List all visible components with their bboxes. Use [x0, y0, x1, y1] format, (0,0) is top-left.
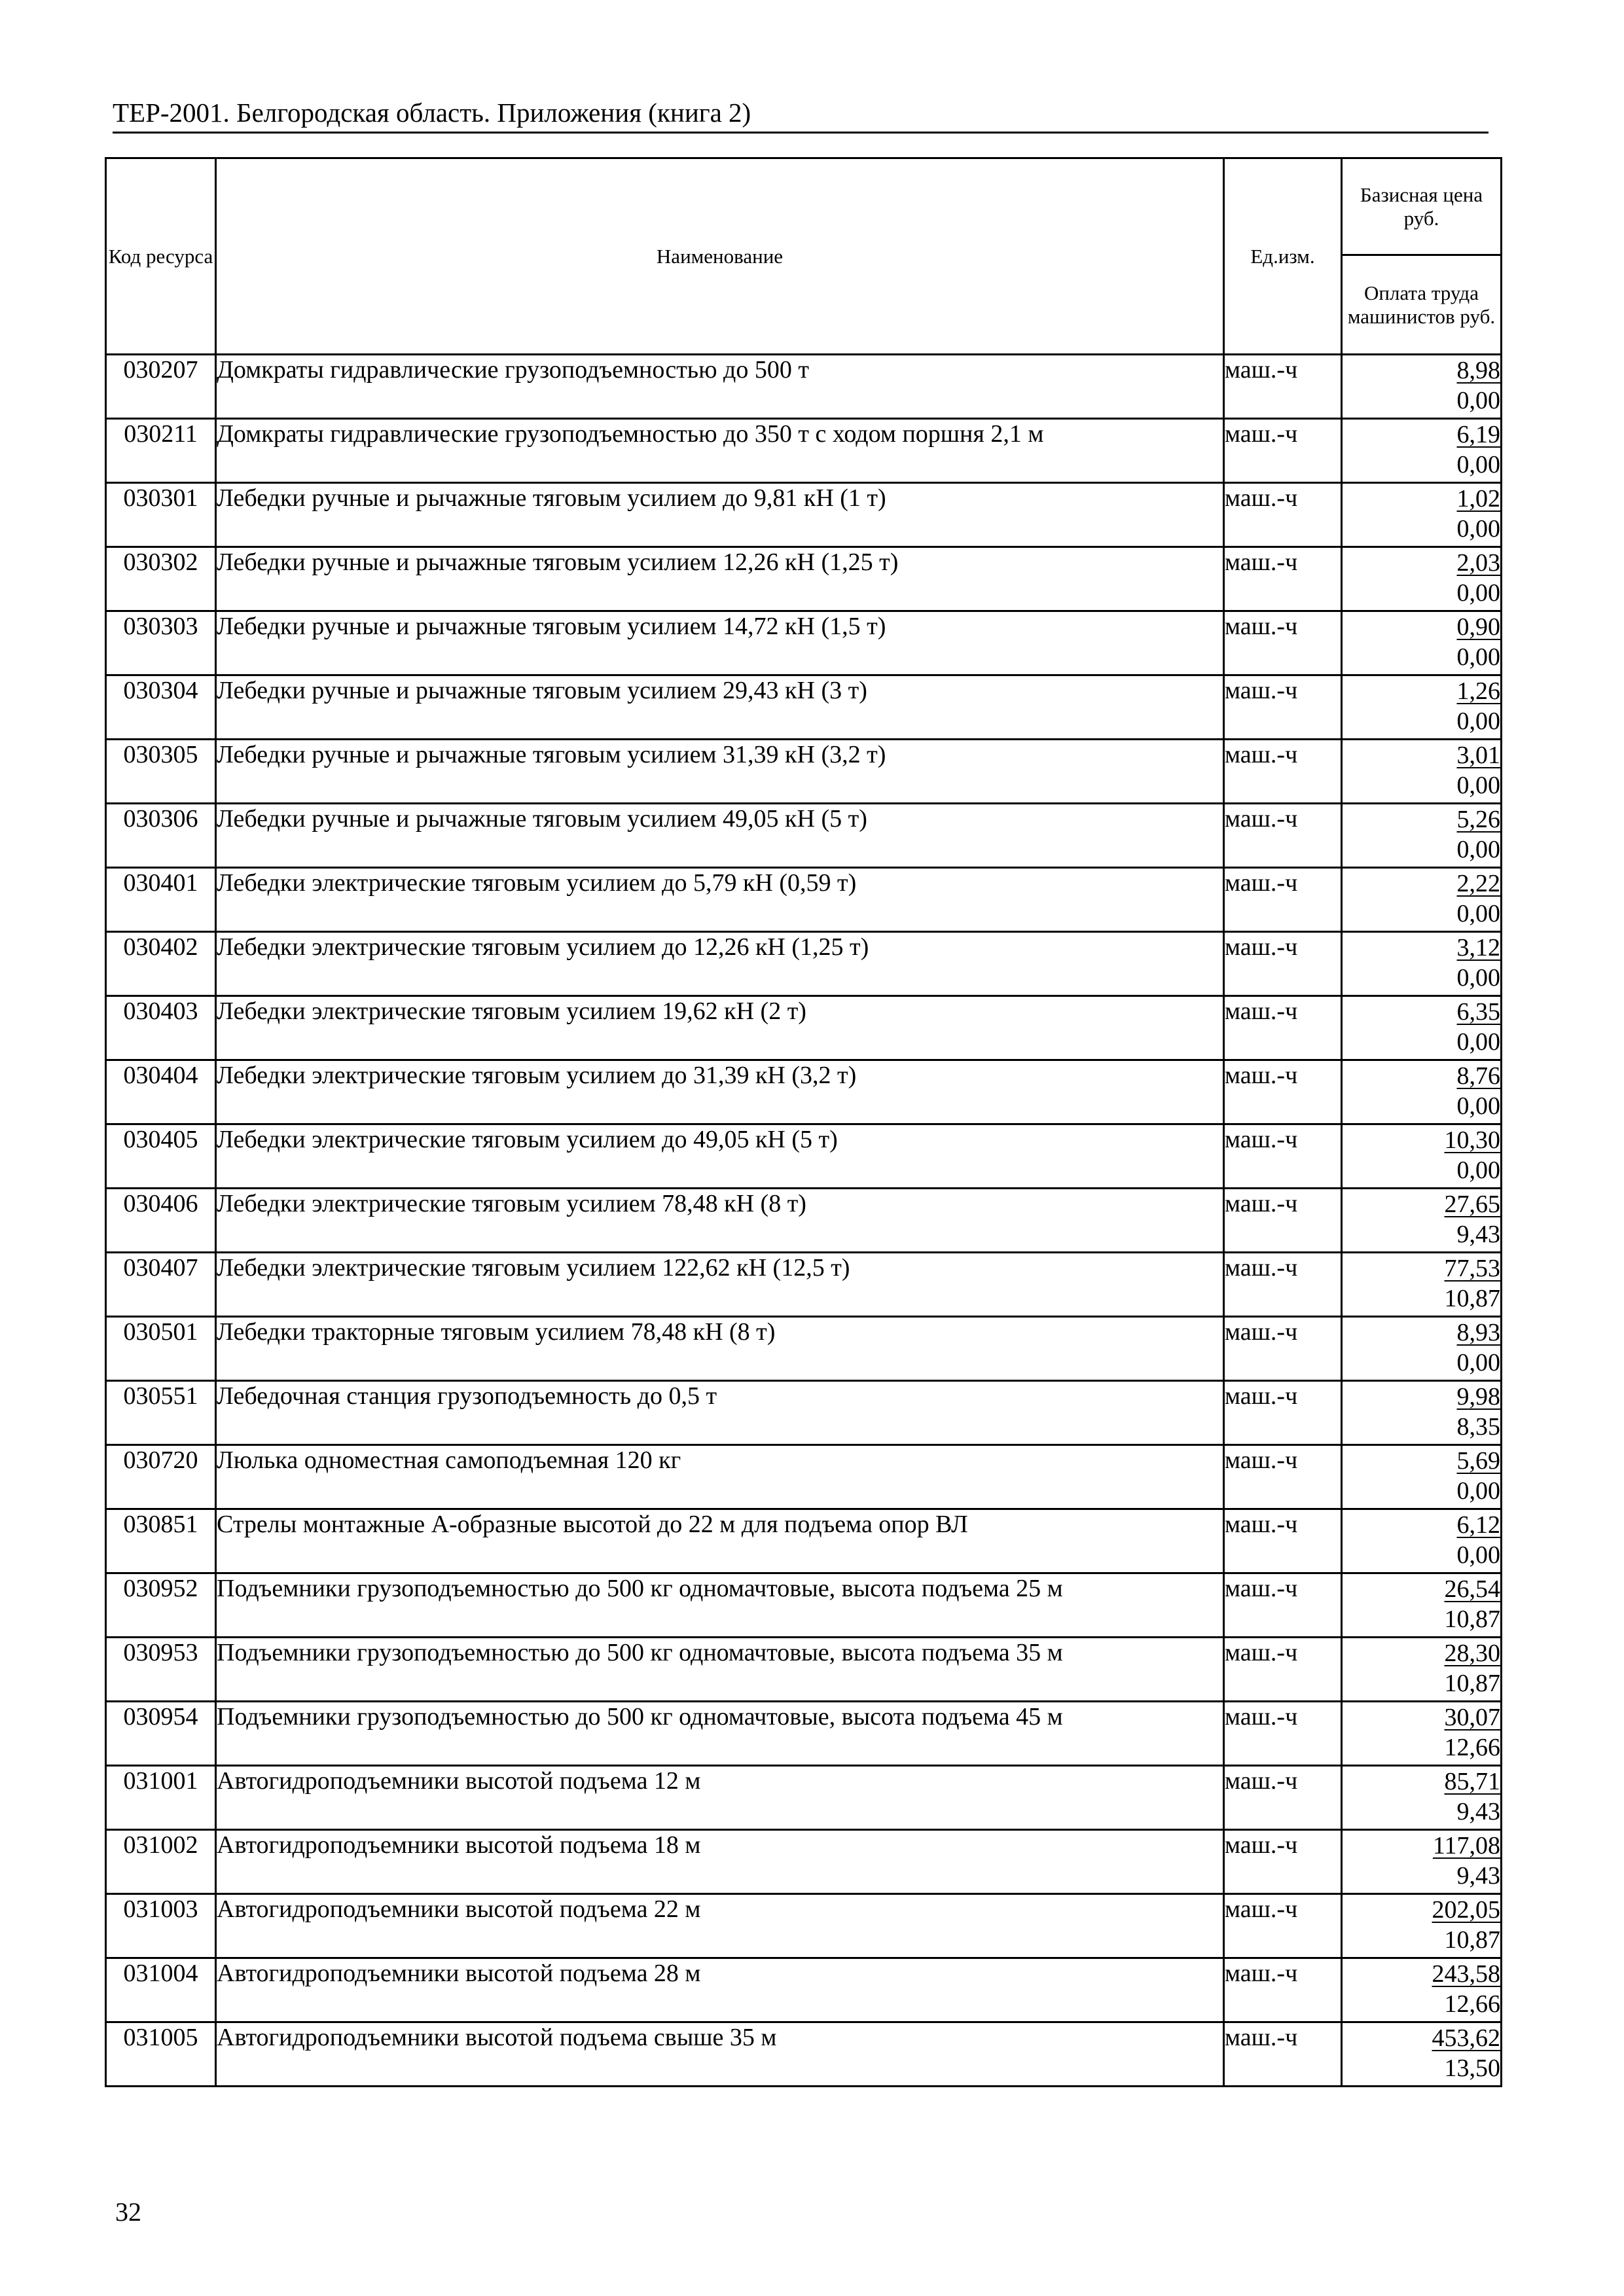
unit-of-measure: маш.-ч	[1224, 996, 1342, 1060]
base-price-value: 27,65	[1444, 1191, 1500, 1218]
resource-code: 031004	[106, 1958, 216, 2022]
table-row	[106, 1189, 1502, 1253]
unit-of-measure: маш.-ч	[1224, 1830, 1342, 1894]
table-row	[106, 740, 1502, 804]
price-cell	[1342, 1445, 1502, 1509]
unit-of-measure: маш.-ч	[1224, 611, 1342, 675]
resource-name: Автогидроподъемники высотой подъема 22 м	[216, 1894, 1224, 1958]
price-cell	[1342, 868, 1502, 932]
resource-name: Лебедки тракторные тяговым усилием 78,48 кН (8 т)	[216, 1317, 1224, 1381]
resource-code: 030301	[106, 483, 216, 547]
price-cell	[1342, 1253, 1502, 1317]
base-price-value: 5,26	[1456, 806, 1500, 833]
table-row	[106, 1573, 1502, 1638]
resource-name: Лебедки электрические тяговым усилием 19,62 кН (2 т)	[216, 996, 1224, 1060]
base-price-value: 2,22	[1456, 870, 1500, 897]
unit-of-measure: маш.-ч	[1224, 740, 1342, 804]
resource-name: Автогидроподъемники высотой подъема свыше 35 м	[216, 2022, 1224, 2087]
resource-name: Домкраты гидравлические грузоподъемностью до 350 т с ходом поршня 2,1 м	[216, 419, 1224, 483]
operator-pay-value: 0,00	[1456, 579, 1500, 607]
resource-code: 030501	[106, 1317, 216, 1381]
unit-of-measure: маш.-ч	[1224, 1509, 1342, 1573]
resource-name: Лебедки ручные и рычажные тяговым усилием 12,26 кН (1,25 т)	[216, 547, 1224, 611]
operator-pay-value: 0,00	[1456, 1092, 1500, 1120]
resource-name: Автогидроподъемники высотой подъема 18 м	[216, 1830, 1224, 1894]
operator-pay-value: 12,66	[1444, 1734, 1500, 1761]
unit-of-measure: маш.-ч	[1224, 419, 1342, 483]
price-cell	[1342, 355, 1502, 419]
resource-code: 030305	[106, 740, 216, 804]
unit-of-measure: маш.-ч	[1224, 1445, 1342, 1509]
operator-pay-value: 0,00	[1456, 708, 1500, 735]
resource-code: 031005	[106, 2022, 216, 2087]
base-price-value: 26,54	[1444, 1575, 1500, 1603]
header-code: Код ресурса	[106, 158, 216, 355]
operator-pay-value: 13,50	[1444, 2054, 1500, 2082]
base-price-value: 3,12	[1456, 934, 1500, 961]
base-price-value: 9,98	[1456, 1383, 1500, 1410]
operator-pay-value: 10,87	[1444, 1670, 1500, 1697]
header-operator-pay: Оплата труда машинистов руб.	[1342, 255, 1502, 355]
base-price-value: 10,30	[1444, 1126, 1500, 1154]
base-price-value: 453,62	[1432, 2024, 1500, 2052]
base-price-value: 8,93	[1456, 1319, 1500, 1346]
unit-of-measure: маш.-ч	[1224, 1573, 1342, 1638]
table-row	[106, 1060, 1502, 1124]
unit-of-measure: маш.-ч	[1224, 1253, 1342, 1317]
unit-of-measure: маш.-ч	[1224, 1124, 1342, 1189]
unit-of-measure: маш.-ч	[1224, 483, 1342, 547]
price-cell	[1342, 1638, 1502, 1702]
resource-name: Лебедки электрические тяговым усилием до 5,79 кН (0,59 т)	[216, 868, 1224, 932]
base-price-value: 1,26	[1456, 677, 1500, 705]
table-body	[106, 355, 1502, 2087]
operator-pay-value: 12,66	[1444, 1990, 1500, 2018]
unit-of-measure: маш.-ч	[1224, 1702, 1342, 1766]
table-row	[106, 1894, 1502, 1958]
page-header-title: ТЕР-2001. Белгородская область. Приложения (книга 2)	[113, 98, 751, 128]
resource-name: Люлька одноместная самоподъемная 120 кг	[216, 1445, 1224, 1509]
resource-name: Домкраты гидравлические грузоподъемностью до 500 т	[216, 355, 1224, 419]
base-price-value: 85,71	[1444, 1768, 1500, 1795]
unit-of-measure: маш.-ч	[1224, 1381, 1342, 1445]
table-row	[106, 2022, 1502, 2087]
unit-of-measure: маш.-ч	[1224, 1766, 1342, 1830]
operator-pay-value: 0,00	[1456, 964, 1500, 992]
resource-name: Лебедки ручные и рычажные тяговым усилием 14,72 кН (1,5 т)	[216, 611, 1224, 675]
resource-code: 030401	[106, 868, 216, 932]
price-cell	[1342, 675, 1502, 740]
resource-name: Лебедки электрические тяговым усилием 122,62 кН (12,5 т)	[216, 1253, 1224, 1317]
resource-name: Лебедки электрические тяговым усилием 78,48 кН (8 т)	[216, 1189, 1224, 1253]
header-unit: Ед.изм.	[1224, 158, 1342, 355]
price-cell	[1342, 419, 1502, 483]
header-base-price: Базисная цена руб.	[1342, 158, 1502, 255]
price-cell	[1342, 1124, 1502, 1189]
table-row	[106, 1381, 1502, 1445]
resource-code: 031002	[106, 1830, 216, 1894]
resource-name: Лебедки ручные и рычажные тяговым усилием 29,43 кН (3 т)	[216, 675, 1224, 740]
resource-code: 030720	[106, 1445, 216, 1509]
table-row	[106, 1317, 1502, 1381]
resource-code: 030211	[106, 419, 216, 483]
operator-pay-value: 0,00	[1456, 772, 1500, 799]
resource-name: Стрелы монтажные А-образные высотой до 22 м для подъема опор ВЛ	[216, 1509, 1224, 1573]
operator-pay-value: 10,87	[1444, 1605, 1500, 1633]
price-cell	[1342, 1573, 1502, 1638]
price-cell	[1342, 611, 1502, 675]
table-row	[106, 1830, 1502, 1894]
base-price-value: 3,01	[1456, 742, 1500, 769]
resource-code: 030302	[106, 547, 216, 611]
base-price-value: 6,12	[1456, 1511, 1500, 1539]
price-cell	[1342, 1702, 1502, 1766]
unit-of-measure: маш.-ч	[1224, 1894, 1342, 1958]
resource-name: Автогидроподъемники высотой подъема 28 м	[216, 1958, 1224, 2022]
base-price-value: 5,69	[1456, 1447, 1500, 1475]
unit-of-measure: маш.-ч	[1224, 1060, 1342, 1124]
resource-code: 030406	[106, 1189, 216, 1253]
table-row	[106, 868, 1502, 932]
resource-table	[105, 157, 1502, 2087]
price-cell	[1342, 483, 1502, 547]
table-row	[106, 675, 1502, 740]
table-row	[106, 611, 1502, 675]
operator-pay-value: 9,43	[1456, 1798, 1500, 1825]
resource-name: Лебедки ручные и рычажные тяговым усилием 49,05 кН (5 т)	[216, 804, 1224, 868]
resource-code: 030407	[106, 1253, 216, 1317]
operator-pay-value: 9,43	[1456, 1862, 1500, 1890]
price-cell	[1342, 1509, 1502, 1573]
operator-pay-value: 10,87	[1444, 1285, 1500, 1312]
price-cell	[1342, 1317, 1502, 1381]
header-name: Наименование	[216, 158, 1224, 355]
operator-pay-value: 0,00	[1456, 643, 1500, 671]
operator-pay-value: 0,00	[1456, 1477, 1500, 1505]
table-row	[106, 996, 1502, 1060]
table-row	[106, 804, 1502, 868]
resource-code: 030952	[106, 1573, 216, 1638]
price-cell	[1342, 1958, 1502, 2022]
price-cell	[1342, 996, 1502, 1060]
unit-of-measure: маш.-ч	[1224, 1958, 1342, 2022]
base-price-value: 202,05	[1432, 1896, 1500, 1924]
table-row	[106, 1766, 1502, 1830]
price-cell	[1342, 804, 1502, 868]
table-header	[106, 158, 1502, 355]
operator-pay-value: 0,00	[1456, 451, 1500, 478]
operator-pay-value: 0,00	[1456, 515, 1500, 543]
unit-of-measure: маш.-ч	[1224, 1317, 1342, 1381]
base-price-value: 8,98	[1456, 357, 1500, 384]
resource-code: 030304	[106, 675, 216, 740]
table-row	[106, 1638, 1502, 1702]
operator-pay-value: 0,00	[1456, 387, 1500, 414]
base-price-value: 30,07	[1444, 1704, 1500, 1731]
resource-code: 030954	[106, 1702, 216, 1766]
base-price-value: 243,58	[1432, 1960, 1500, 1988]
price-cell	[1342, 1830, 1502, 1894]
table-row	[106, 419, 1502, 483]
base-price-value: 1,02	[1456, 485, 1500, 512]
base-price-value: 6,35	[1456, 998, 1500, 1026]
unit-of-measure: маш.-ч	[1224, 804, 1342, 868]
resource-code: 030207	[106, 355, 216, 419]
operator-pay-value: 0,00	[1456, 1157, 1500, 1184]
resource-name: Подъемники грузоподъемностью до 500 кг одномачтовые, высота подъема 25 м	[216, 1573, 1224, 1638]
page-number: 32	[115, 2197, 141, 2227]
resource-code: 030953	[106, 1638, 216, 1702]
unit-of-measure: маш.-ч	[1224, 355, 1342, 419]
resource-code: 030404	[106, 1060, 216, 1124]
resource-name: Лебедки ручные и рычажные тяговым усилием до 9,81 кН (1 т)	[216, 483, 1224, 547]
operator-pay-value: 10,87	[1444, 1926, 1500, 1954]
resource-code: 030403	[106, 996, 216, 1060]
table-row	[106, 932, 1502, 996]
resource-name: Подъемники грузоподъемностью до 500 кг одномачтовые, высота подъема 45 м	[216, 1702, 1224, 1766]
base-price-value: 8,76	[1456, 1062, 1500, 1090]
base-price-value: 6,19	[1456, 421, 1500, 448]
operator-pay-value: 9,43	[1456, 1221, 1500, 1248]
price-cell	[1342, 1189, 1502, 1253]
unit-of-measure: маш.-ч	[1224, 547, 1342, 611]
price-cell	[1342, 932, 1502, 996]
unit-of-measure: маш.-ч	[1224, 932, 1342, 996]
base-price-value: 28,30	[1444, 1640, 1500, 1667]
resource-code: 030551	[106, 1381, 216, 1445]
operator-pay-value: 0,00	[1456, 836, 1500, 863]
resource-code: 031001	[106, 1766, 216, 1830]
table-row	[106, 1702, 1502, 1766]
base-price-value: 77,53	[1444, 1255, 1500, 1282]
resource-name: Подъемники грузоподъемностью до 500 кг одномачтовые, высота подъема 35 м	[216, 1638, 1224, 1702]
unit-of-measure: маш.-ч	[1224, 868, 1342, 932]
header-divider	[113, 132, 1489, 134]
table-row	[106, 547, 1502, 611]
base-price-value: 2,03	[1456, 549, 1500, 577]
price-cell	[1342, 1381, 1502, 1445]
resource-name: Автогидроподъемники высотой подъема 12 м	[216, 1766, 1224, 1830]
table-row	[106, 1509, 1502, 1573]
unit-of-measure: маш.-ч	[1224, 675, 1342, 740]
resource-code: 030303	[106, 611, 216, 675]
resource-name: Лебедки электрические тяговым усилием до 12,26 кН (1,25 т)	[216, 932, 1224, 996]
unit-of-measure: маш.-ч	[1224, 2022, 1342, 2087]
operator-pay-value: 0,00	[1456, 1349, 1500, 1376]
price-cell	[1342, 547, 1502, 611]
resource-code: 030402	[106, 932, 216, 996]
table-row	[106, 483, 1502, 547]
price-cell	[1342, 740, 1502, 804]
table-row	[106, 1253, 1502, 1317]
base-price-value: 117,08	[1432, 1832, 1500, 1859]
price-cell	[1342, 1060, 1502, 1124]
table-row	[106, 355, 1502, 419]
resource-code: 030851	[106, 1509, 216, 1573]
table-row	[106, 1124, 1502, 1189]
resource-name: Лебедочная станция грузоподъемность до 0,5 т	[216, 1381, 1224, 1445]
operator-pay-value: 0,00	[1456, 900, 1500, 927]
resource-name: Лебедки электрические тяговым усилием до 49,05 кН (5 т)	[216, 1124, 1224, 1189]
resource-code: 031003	[106, 1894, 216, 1958]
operator-pay-value: 0,00	[1456, 1028, 1500, 1056]
resource-name: Лебедки электрические тяговым усилием до 31,39 кН (3,2 т)	[216, 1060, 1224, 1124]
base-price-value: 0,90	[1456, 613, 1500, 641]
resource-name: Лебедки ручные и рычажные тяговым усилием 31,39 кН (3,2 т)	[216, 740, 1224, 804]
price-cell	[1342, 1766, 1502, 1830]
unit-of-measure: маш.-ч	[1224, 1189, 1342, 1253]
unit-of-measure: маш.-ч	[1224, 1638, 1342, 1702]
price-cell	[1342, 1894, 1502, 1958]
resource-code: 030405	[106, 1124, 216, 1189]
resource-code: 030306	[106, 804, 216, 868]
operator-pay-value: 0,00	[1456, 1541, 1500, 1569]
operator-pay-value: 8,35	[1456, 1413, 1500, 1441]
table-row	[106, 1958, 1502, 2022]
price-cell	[1342, 2022, 1502, 2087]
table-row	[106, 1445, 1502, 1509]
